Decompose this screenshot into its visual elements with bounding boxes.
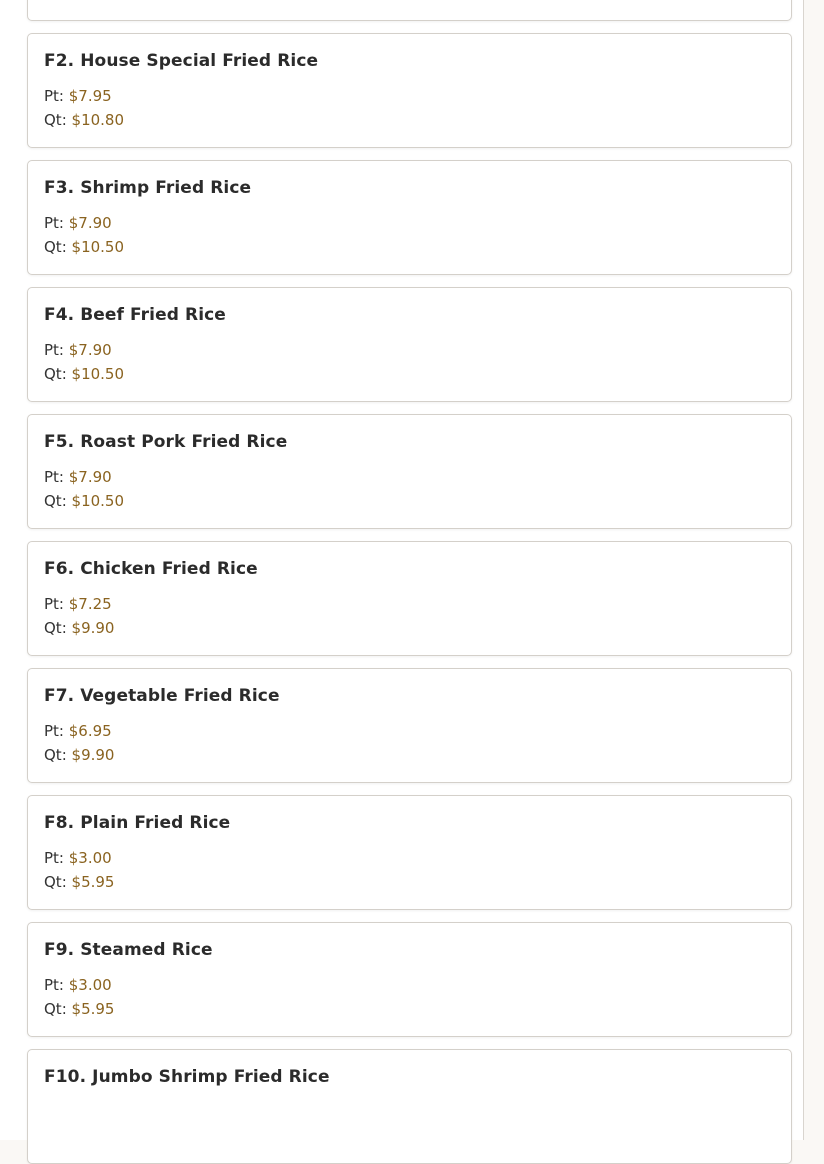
menu-item-prices	[44, 338, 775, 386]
menu-item-title: F6. Chicken Fried Rice	[44, 559, 258, 579]
pint-price-line	[44, 211, 775, 235]
menu-item-title: F4. Beef Fried Rice	[44, 305, 226, 325]
pint-price: $7.90	[68, 214, 112, 232]
menu-item-prices	[44, 211, 775, 259]
quart-label: Qt:	[44, 365, 67, 383]
menu-item-card[interactable]	[27, 668, 792, 783]
pint-price: $3.00	[68, 976, 112, 994]
menu-item-prices	[44, 592, 775, 640]
menu-item-prices	[44, 465, 775, 513]
quart-label: Qt:	[44, 1000, 67, 1018]
menu-item-card[interactable]	[27, 0, 792, 21]
quart-price-line	[44, 616, 775, 640]
menu-item-prices	[44, 846, 775, 894]
quart-price-line	[44, 743, 775, 767]
quart-label: Qt:	[44, 746, 67, 764]
menu-item-card[interactable]	[27, 287, 792, 402]
pint-label: Pt:	[44, 849, 64, 867]
quart-label: Qt:	[44, 873, 67, 891]
quart-price: $10.50	[71, 492, 125, 510]
menu-item-title: F10. Jumbo Shrimp Fried Rice	[44, 1067, 330, 1087]
menu-item-prices	[44, 973, 775, 1021]
menu-item-title: F9. Steamed Rice	[44, 940, 213, 960]
quart-label: Qt:	[44, 111, 67, 129]
pint-price-line	[44, 846, 775, 870]
quart-price: $10.50	[71, 238, 125, 256]
menu-item-prices	[44, 84, 775, 132]
quart-price: $9.90	[71, 746, 115, 764]
menu-item-card[interactable]	[27, 795, 792, 910]
pint-label: Pt:	[44, 214, 64, 232]
pint-price: $7.95	[68, 87, 112, 105]
pint-label: Pt:	[44, 595, 64, 613]
pint-price-line	[44, 338, 775, 362]
pint-price: $7.90	[68, 468, 112, 486]
menu-item-title: F2. House Special Fried Rice	[44, 51, 319, 71]
pint-label: Pt:	[44, 341, 64, 359]
quart-price-line	[44, 362, 775, 386]
pint-price: $3.00	[68, 849, 112, 867]
quart-price-line	[44, 997, 775, 1021]
quart-price-line	[44, 489, 775, 513]
menu-item-card[interactable]	[27, 922, 792, 1037]
pint-price-line	[44, 465, 775, 489]
quart-price-line	[44, 108, 775, 132]
menu-item-card[interactable]	[27, 1049, 792, 1164]
menu-item-title: F3. Shrimp Fried Rice	[44, 178, 252, 198]
fried-rice-menu-list	[27, 0, 792, 1164]
menu-item-card[interactable]	[27, 414, 792, 529]
pint-price-line	[44, 719, 775, 743]
quart-label: Qt:	[44, 619, 67, 637]
pint-price: $6.95	[68, 722, 112, 740]
quart-price: $9.90	[71, 619, 115, 637]
pint-label: Pt:	[44, 87, 64, 105]
quart-price: $10.80	[71, 111, 125, 129]
quart-price: $10.50	[71, 365, 125, 383]
pint-price: $7.25	[68, 595, 112, 613]
menu-item-card[interactable]	[27, 33, 792, 148]
quart-label: Qt:	[44, 238, 67, 256]
menu-item-card[interactable]	[27, 541, 792, 656]
quart-label: Qt:	[44, 492, 67, 510]
quart-price: $5.95	[71, 1000, 115, 1018]
menu-item-title: F5. Roast Pork Fried Rice	[44, 432, 288, 452]
pint-price-line	[44, 592, 775, 616]
menu-item-title: F7. Vegetable Fried Rice	[44, 686, 280, 706]
quart-price: $5.95	[71, 873, 115, 891]
pint-price-line	[44, 973, 775, 997]
pint-price-line	[44, 84, 775, 108]
pint-label: Pt:	[44, 722, 64, 740]
menu-item-title: F8. Plain Fried Rice	[44, 813, 231, 833]
menu-item-prices	[44, 719, 775, 767]
pint-label: Pt:	[44, 976, 64, 994]
pint-label: Pt:	[44, 468, 64, 486]
quart-price-line	[44, 870, 775, 894]
quart-price-line	[44, 235, 775, 259]
menu-item-card[interactable]	[27, 160, 792, 275]
pint-price: $7.90	[68, 341, 112, 359]
